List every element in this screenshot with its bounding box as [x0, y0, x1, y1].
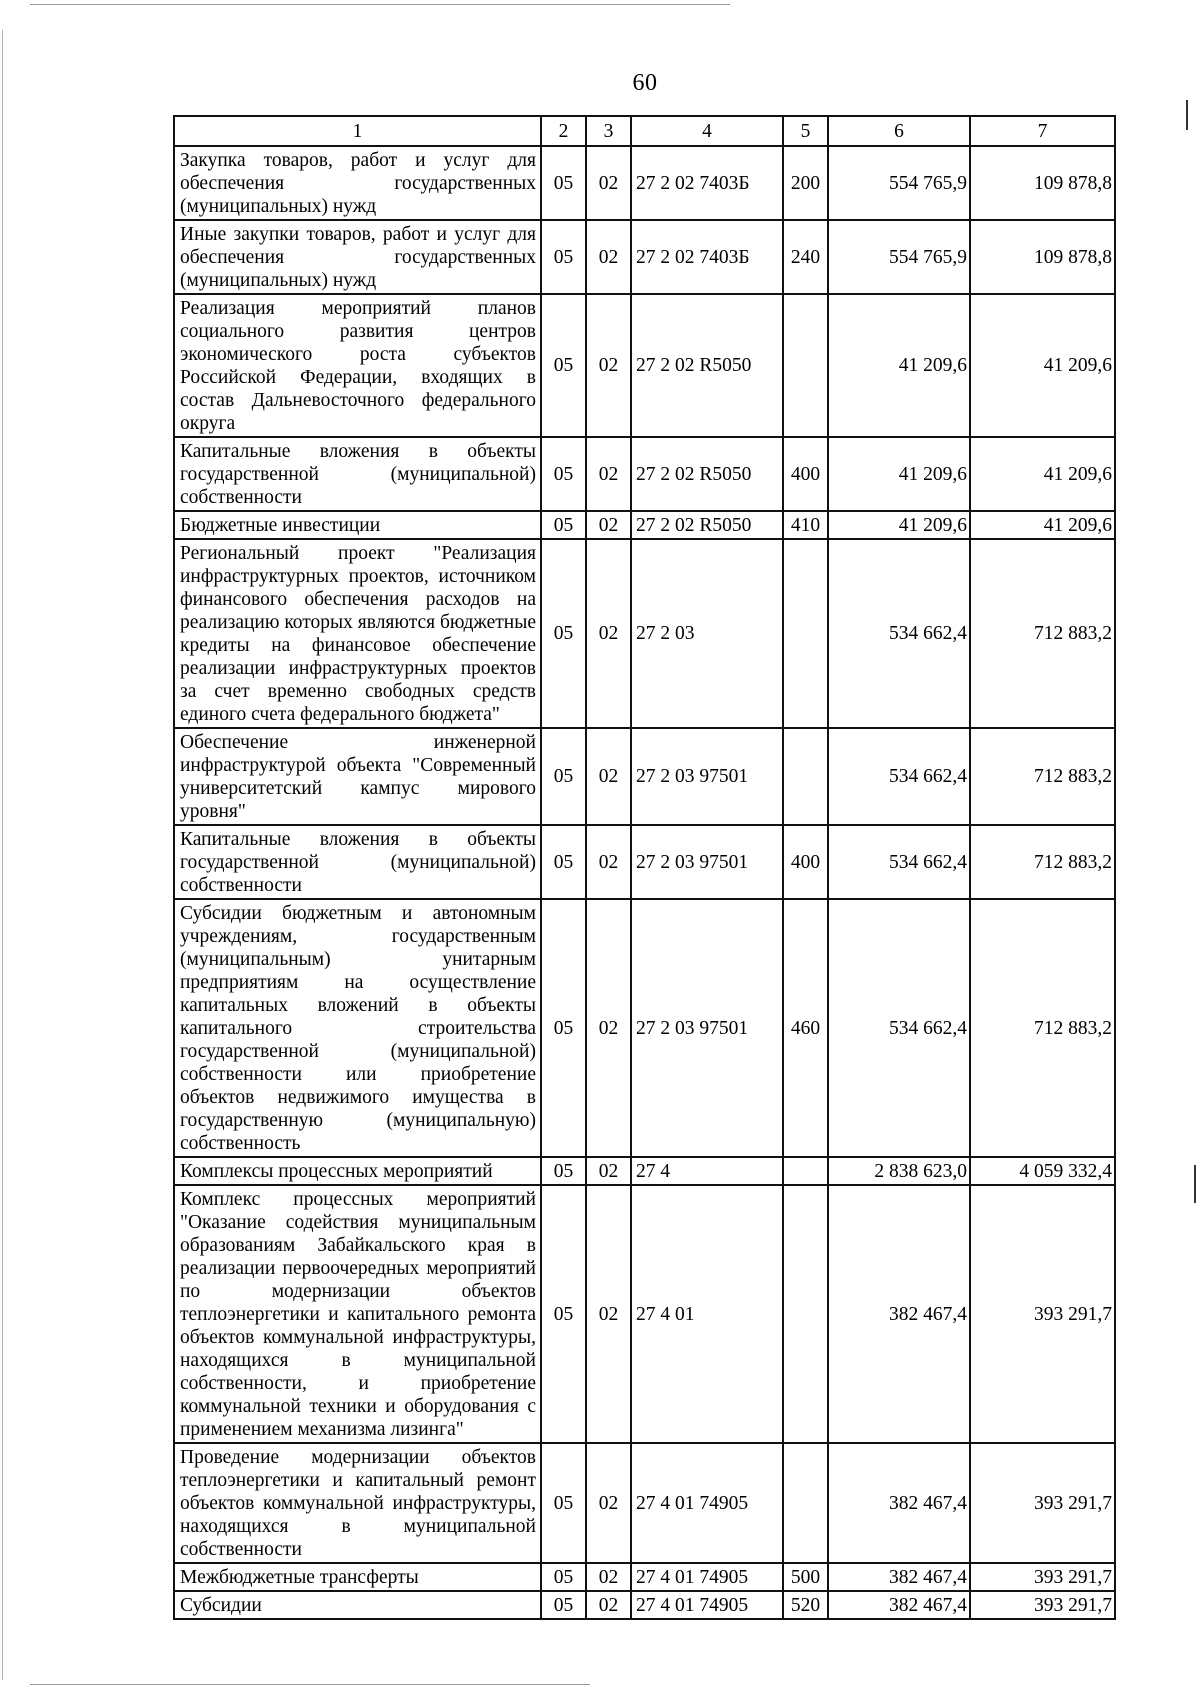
target-article-code: 27 4 01 74905 — [631, 1563, 783, 1591]
amount-column-7: 712 883,2 — [970, 899, 1115, 1157]
amount-column-6: 534 662,4 — [828, 539, 970, 728]
table-row — [174, 539, 1115, 728]
subsection-code: 02 — [586, 437, 631, 511]
section-code: 05 — [541, 899, 586, 1157]
subsection-code: 02 — [586, 294, 631, 437]
target-article-code: 27 2 02 R5050 — [631, 437, 783, 511]
section-code: 05 — [541, 146, 586, 220]
subsection-code: 02 — [586, 728, 631, 825]
scan-mark-right — [1186, 100, 1188, 130]
amount-column-6: 382 467,4 — [828, 1591, 970, 1619]
section-code: 05 — [541, 825, 586, 899]
amount-column-7: 393 291,7 — [970, 1185, 1115, 1443]
table-row — [174, 294, 1115, 437]
expense-type-code — [783, 294, 828, 437]
amount-column-7: 712 883,2 — [970, 825, 1115, 899]
target-article-code: 27 2 03 97501 — [631, 899, 783, 1157]
column-header: 3 — [586, 116, 631, 146]
amount-column-6: 2 838 623,0 — [828, 1157, 970, 1185]
row-description: Проведение модернизации объектов теплоэнергетики и капитальный ремонт объектов коммунальной инфраструктуры, находящихся в муниципальной собственности — [174, 1443, 541, 1563]
table-row — [174, 146, 1115, 220]
amount-column-7: 712 883,2 — [970, 728, 1115, 825]
amount-column-7: 393 291,7 — [970, 1443, 1115, 1563]
expense-type-code: 200 — [783, 146, 828, 220]
target-article-code: 27 2 02 R5050 — [631, 511, 783, 539]
section-code: 05 — [541, 1563, 586, 1591]
target-article-code: 27 2 02 7403Б — [631, 146, 783, 220]
row-description: Региональный проект "Реализация инфраструктурных проектов, источником финансового обеспечения расходов на реализацию которых являются бюджетные кредиты на финансовое обеспечение реализации инфраструктурных проектов за счет временно свободных средств единого счета федерального бюджета" — [174, 539, 541, 728]
amount-column-6: 382 467,4 — [828, 1185, 970, 1443]
amount-column-7: 41 209,6 — [970, 511, 1115, 539]
amount-column-6: 534 662,4 — [828, 899, 970, 1157]
expense-type-code — [783, 539, 828, 728]
row-description: Субсидии бюджетным и автономным учреждениям, государственным (муниципальным) унитарным предприятиям на осуществление капитальных вложений в объекты капитального строительства государственной (муниципальной) собственности или приобретение объектов недвижимого имущества в государственную (муниципальную) собственность — [174, 899, 541, 1157]
amount-column-7: 41 209,6 — [970, 294, 1115, 437]
expense-type-code: 500 — [783, 1563, 828, 1591]
amount-column-7: 109 878,8 — [970, 220, 1115, 294]
column-header: 1 — [174, 116, 541, 146]
subsection-code: 02 — [586, 1591, 631, 1619]
section-code: 05 — [541, 294, 586, 437]
table-row — [174, 1563, 1115, 1591]
section-code: 05 — [541, 220, 586, 294]
subsection-code: 02 — [586, 220, 631, 294]
amount-column-6: 41 209,6 — [828, 294, 970, 437]
subsection-code: 02 — [586, 1563, 631, 1591]
amount-column-7: 41 209,6 — [970, 437, 1115, 511]
amount-column-6: 41 209,6 — [828, 437, 970, 511]
amount-column-7: 393 291,7 — [970, 1591, 1115, 1619]
expense-type-code: 400 — [783, 825, 828, 899]
table-row — [174, 1443, 1115, 1563]
section-code: 05 — [541, 728, 586, 825]
target-article-code: 27 2 02 R5050 — [631, 294, 783, 437]
amount-column-7: 4 059 332,4 — [970, 1157, 1115, 1185]
budget-table — [173, 115, 1116, 1620]
section-code: 05 — [541, 1591, 586, 1619]
target-article-code: 27 2 03 97501 — [631, 728, 783, 825]
target-article-code: 27 2 02 7403Б — [631, 220, 783, 294]
subsection-code: 02 — [586, 899, 631, 1157]
amount-column-7: 393 291,7 — [970, 1563, 1115, 1591]
subsection-code: 02 — [586, 146, 631, 220]
column-header: 2 — [541, 116, 586, 146]
table-row — [174, 728, 1115, 825]
expense-type-code: 520 — [783, 1591, 828, 1619]
row-description: Субсидии — [174, 1591, 541, 1619]
section-code: 05 — [541, 1157, 586, 1185]
amount-column-6: 534 662,4 — [828, 728, 970, 825]
table-row — [174, 511, 1115, 539]
table-row — [174, 1185, 1115, 1443]
subsection-code: 02 — [586, 1157, 631, 1185]
table-header-row — [174, 116, 1115, 146]
amount-column-6: 382 467,4 — [828, 1443, 970, 1563]
row-description: Закупка товаров, работ и услуг для обеспечения государственных (муниципальных) нужд — [174, 146, 541, 220]
amount-column-7: 109 878,8 — [970, 146, 1115, 220]
expense-type-code — [783, 1185, 828, 1443]
column-header: 6 — [828, 116, 970, 146]
row-description: Реализация мероприятий планов социального развития центров экономического роста субъектов Российской Федерации, входящих в состав Дальневосточного федерального округа — [174, 294, 541, 437]
expense-type-code — [783, 1443, 828, 1563]
row-description: Капитальные вложения в объекты государственной (муниципальной) собственности — [174, 437, 541, 511]
target-article-code: 27 2 03 — [631, 539, 783, 728]
scan-edge-bottom — [30, 1684, 590, 1685]
expense-type-code — [783, 728, 828, 825]
column-header: 4 — [631, 116, 783, 146]
table-row — [174, 899, 1115, 1157]
column-header: 7 — [970, 116, 1115, 146]
row-description: Обеспечение инженерной инфраструктурой объекта "Современный университетский кампус мирового уровня" — [174, 728, 541, 825]
table-row — [174, 220, 1115, 294]
table-row — [174, 825, 1115, 899]
section-code: 05 — [541, 1185, 586, 1443]
target-article-code: 27 4 01 74905 — [631, 1443, 783, 1563]
target-article-code: 27 4 — [631, 1157, 783, 1185]
subsection-code: 02 — [586, 539, 631, 728]
row-description: Иные закупки товаров, работ и услуг для обеспечения государственных (муниципальных) нужд — [174, 220, 541, 294]
expense-type-code: 240 — [783, 220, 828, 294]
subsection-code: 02 — [586, 1185, 631, 1443]
row-description: Комплексы процессных мероприятий — [174, 1157, 541, 1185]
target-article-code: 27 4 01 74905 — [631, 1591, 783, 1619]
amount-column-6: 554 765,9 — [828, 146, 970, 220]
subsection-code: 02 — [586, 825, 631, 899]
section-code: 05 — [541, 1443, 586, 1563]
section-code: 05 — [541, 511, 586, 539]
row-description: Межбюджетные трансферты — [174, 1563, 541, 1591]
table-row — [174, 1157, 1115, 1185]
subsection-code: 02 — [586, 511, 631, 539]
page-number: 60 — [632, 70, 658, 96]
expense-type-code: 460 — [783, 899, 828, 1157]
row-description: Комплекс процессных мероприятий "Оказание содействия муниципальным образованиям Забайкальского края в реализации первоочередных мероприятий по модернизации объектов теплоэнергетики и капитального ремонта объектов коммунальной инфраструктуры, находящихся в муниципальной собственности, и приобретение коммунальной техники и оборудования с применением механизма лизинга" — [174, 1185, 541, 1443]
scan-edge-top — [30, 4, 730, 5]
amount-column-6: 41 209,6 — [828, 511, 970, 539]
table-row — [174, 1591, 1115, 1619]
column-header: 5 — [783, 116, 828, 146]
amount-column-7: 712 883,2 — [970, 539, 1115, 728]
row-description: Капитальные вложения в объекты государственной (муниципальной) собственности — [174, 825, 541, 899]
table-row — [174, 437, 1115, 511]
expense-type-code — [783, 1157, 828, 1185]
section-code: 05 — [541, 437, 586, 511]
scan-mark-right — [1194, 1165, 1196, 1203]
amount-column-6: 382 467,4 — [828, 1563, 970, 1591]
expense-type-code: 410 — [783, 511, 828, 539]
section-code: 05 — [541, 539, 586, 728]
subsection-code: 02 — [586, 1443, 631, 1563]
target-article-code: 27 4 01 — [631, 1185, 783, 1443]
scan-edge-left — [2, 30, 3, 1680]
row-description: Бюджетные инвестиции — [174, 511, 541, 539]
amount-column-6: 554 765,9 — [828, 220, 970, 294]
amount-column-6: 534 662,4 — [828, 825, 970, 899]
target-article-code: 27 2 03 97501 — [631, 825, 783, 899]
expense-type-code: 400 — [783, 437, 828, 511]
